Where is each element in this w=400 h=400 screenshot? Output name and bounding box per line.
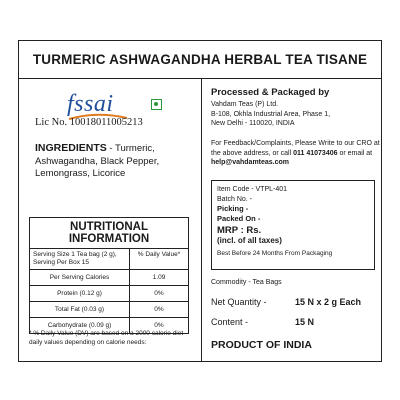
manufacturer-address <box>211 100 330 129</box>
nutrient-value: 0% <box>154 306 164 313</box>
table-row <box>30 302 188 318</box>
address-line: New Delhi - 110020, INDIA <box>211 120 295 127</box>
best-before: Best Before 24 Months From Packaging <box>217 250 333 257</box>
nutrition-heading: NUTRITIONAL INFORMATION <box>30 218 188 249</box>
commodity: Commodity - Tea Bags <box>211 279 282 286</box>
nutrient-label: Per Serving Calories <box>30 270 130 285</box>
ingredients <box>35 142 185 181</box>
table-row <box>30 286 188 302</box>
table-row <box>30 270 188 286</box>
feedback-text-2: or email at <box>337 149 373 157</box>
feedback-text: For Feedback/Complaints, Please Write to our CRO at the above address, or call <box>211 140 380 157</box>
nutrition-footnote: * % Daily Value (DV) are based on a 2000 calorie diet daily values depending on calorie needs: <box>29 330 184 346</box>
product-label <box>18 40 382 362</box>
fssai-logo-text: fssai <box>67 91 114 117</box>
nutrient-value: 0% <box>154 290 164 297</box>
item-code: Item Code - VTPL-401 <box>217 186 288 193</box>
nutrient-label: Total Fat (0.03 g) <box>30 302 130 317</box>
nutrient-label: Protein (0.12 g) <box>30 286 130 301</box>
nutrient-label: Carbohydrate (0.09 g) <box>30 318 130 333</box>
picking-date: Picking - <box>217 204 249 213</box>
left-column <box>19 79 201 361</box>
content-value: 15 N <box>295 317 315 327</box>
content-count <box>211 317 315 327</box>
mrp-tax-note: (incl. of all taxes) <box>217 235 282 245</box>
feedback-email: help@vahdamteas.com <box>211 159 290 166</box>
net-quantity-value: 15 N x 2 g Each <box>295 297 362 307</box>
feedback-info <box>211 139 381 168</box>
daily-value-header: % Daily Value* <box>137 251 181 258</box>
mrp-price: MRP : Rs. <box>217 225 262 236</box>
nutrient-value: 1.09 <box>152 274 166 281</box>
nutrient-value: 0% <box>154 322 164 329</box>
serving-info: Serving Size 1 Tea bag (2 g), Serving Per Box 15 <box>30 249 130 269</box>
country-of-origin: PRODUCT OF INDIA <box>211 339 312 351</box>
address-line: B-108, Okhla Industrial Area, Phase 1, <box>211 110 331 118</box>
fssai-logo <box>67 91 114 118</box>
batch-number: Batch No. - <box>217 195 253 203</box>
nutrition-header-row <box>30 249 188 270</box>
right-column <box>203 79 383 361</box>
content-label: Content - <box>211 317 249 327</box>
address-line: Vahdam Teas (P) Ltd. <box>211 101 279 108</box>
feedback-phone: 011 41073406 <box>293 149 338 157</box>
batch-box <box>211 180 375 270</box>
net-quantity-label: Net Quantity - <box>211 297 267 307</box>
product-title: TURMERIC ASHWAGANDHA HERBAL TEA TISANE <box>19 41 381 79</box>
ingredients-text: - Turmeric, Ashwagandha, Black Pepper, Lemongrass, Licorice <box>35 143 160 179</box>
column-divider <box>201 79 202 361</box>
processed-heading: Processed & Packaged by <box>211 87 330 98</box>
veg-mark-icon <box>151 99 162 110</box>
net-quantity <box>211 297 362 307</box>
ingredients-heading: INGREDIENTS <box>35 142 107 154</box>
nutrition-table <box>29 217 189 334</box>
packed-on-date: Packed On - <box>217 213 261 223</box>
license-number: Lic No. 10018011005213 <box>35 117 143 128</box>
